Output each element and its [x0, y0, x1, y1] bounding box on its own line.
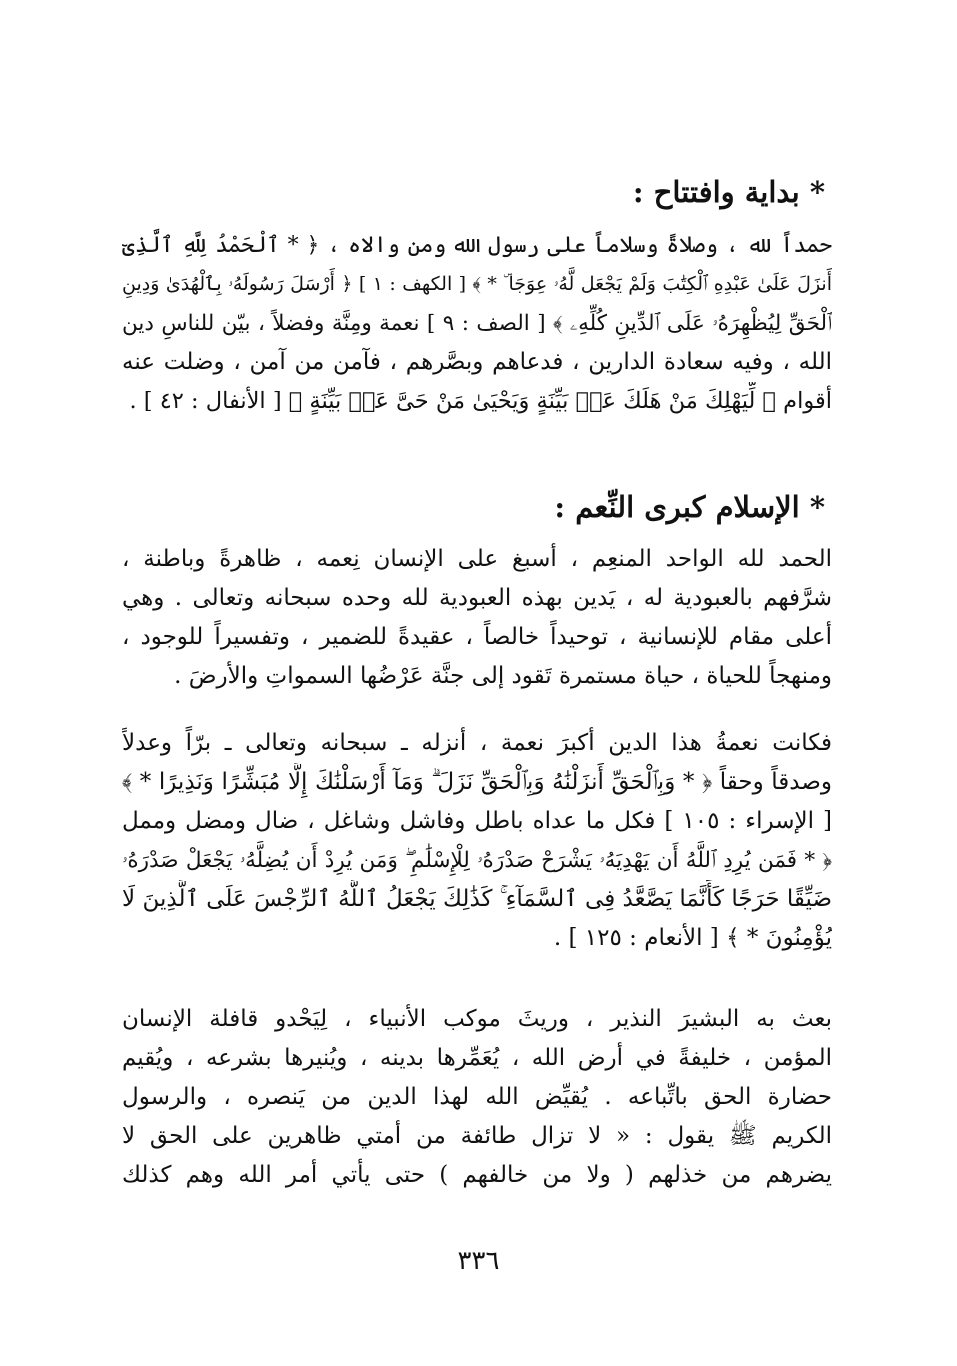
text-line: حضارة الحق باتِّباعه . يُقيِّض الله لهذا الدين من يَنصره ، والرسول	[122, 1084, 832, 1110]
section-heading-opening: * بداية وافتتاح :	[632, 175, 825, 209]
text-line: أَنزَلَ عَلَىٰ عَبْدِهِ ٱلْكِتَٰبَ وَلَمْ يَجْعَل لَّهُۥ عِوَجَا ۜ * ﴾ [ الكهف : ١ ] ﴿ أَرْسَلَ رَسُولَهُۥ بِٱلْهُدَىٰ وَدِينِ	[122, 273, 832, 295]
text-line: حمداً لله ، وصلاةً وسلاماً على رسول الله ومن والاه ، ﴿ * ٱلْحَمْدُ لِلَّهِ ٱلَّذِىٓ	[122, 233, 832, 258]
text-line: ضَيِّقًا حَرَجًا كَأَنَّمَا يَصَّعَّدُ فِى ٱلسَّمَآءِ ۚ كَذَٰلِكَ يَجْعَلُ ٱللَّهُ ٱلرِّجْسَ عَلَى ٱلَّذِينَ لَا	[122, 886, 832, 912]
text-line: بعث به البشيرَ النذير ، وريثَ موكب الأنبياء ، لِيَحْدو قافلة الإنسان	[122, 1006, 832, 1032]
text-line: [ الإسراء : ١٠٥ ] فكل ما عداه باطل وفاشل وشاغل ، ضال ومضل وممل	[122, 808, 832, 834]
text-line: يُؤْمِنُونَ * ﴾ [ الأنعام : ١٢٥ ] .	[553, 925, 832, 951]
section-heading-islam: * الإسلام كبرى النِّعم :	[554, 490, 825, 524]
text-line: أقوام ﴿ لِّيَهْلِكَ مَنْ هَلَكَ عَنۢ بَيِّنَةٍ وَيَحْيَىٰ مَنْ حَىَّ عَنۢ بَيِّنَةٍ ﴾ [ الأنفال : ٤٢ ] .	[129, 388, 832, 414]
text-line: المؤمن ، خليفةً في أرض الله ، يُعَمِّرها بدينه ، ويُنيرها بشرعه ، ويُقيم	[122, 1045, 832, 1071]
paragraph-messenger	[122, 1000, 832, 1195]
text-line: ومنهجاً للحياة ، حياة مستمرة تَقود إلى جنَّة عَرْضُها السمواتِ والأرضَ .	[174, 663, 832, 689]
paragraph-blessing	[122, 724, 832, 958]
text-line: ﴿ * فَمَن يُرِدِ ٱللَّهُ أَن يَهْدِيَهُۥ يَشْرَحْ صَدْرَهُۥ لِلْإِسْلَٰمِ ۖ وَمَن يُرِدْ أَن يُضِلَّهُۥ يَجْعَلْ صَدْرَهُۥ	[122, 848, 832, 873]
text-line: فكانت نعمةُ هذا الدين أكبرَ نعمة ، أنزله ـ سبحانه وتعالى ـ برّاً وعدلاً	[122, 730, 832, 756]
page-number: ٣٣٦	[457, 1246, 500, 1276]
text-line: الله ، وفيه سعادة الدارين ، فدعاهم وبصَّرهم ، فآمن من آمن ، وضلت عنه	[122, 349, 832, 375]
paragraph-opening	[122, 226, 832, 421]
text-line: الكريم ﷺ يقول : « لا تزال طائفة من أمتي ظاهرين على الحق لا	[122, 1123, 832, 1149]
text-line: شرَّفهم بالعبودية له ، يَدين بهذه العبودية لله وحده سبحانه وتعالى . وهي	[122, 585, 832, 611]
text-line: الحمد لله الواحد المنعِم ، أسبغ على الإنسان نِعمه ، ظاهرةً وباطنة ،	[122, 546, 832, 572]
text-line: أعلى مقام للإنسانية ، توحيداً خالصاً ، عقيدةً للضمير ، وتفسيراً للوجود ،	[122, 624, 832, 650]
paragraph-praise	[122, 540, 832, 696]
text-line: وصدقاً وحقاً ﴿ * وَبِٱلْحَقِّ أَنزَلْنَٰهُ وَبِٱلْحَقِّ نَزَلَ ۗ وَمَآ أَرْسَلْنَٰكَ إِلَّا مُبَشِّرًا وَنَذِيرًا * ﴾	[122, 769, 832, 795]
text-line: يضرهم من خذلهم ( ولا من خالفهم ) حتى يأتي أمر الله وهم كذلك	[122, 1162, 832, 1188]
text-line: ٱلْحَقِّ لِيُظْهِرَهُۥ عَلَى ٱلدِّينِ كُلِّهِۦ ﴾ [ الصف : ٩ ] نعمة ومِنَّة وفضلاً ، بيّن للناسِ دين	[122, 311, 832, 336]
